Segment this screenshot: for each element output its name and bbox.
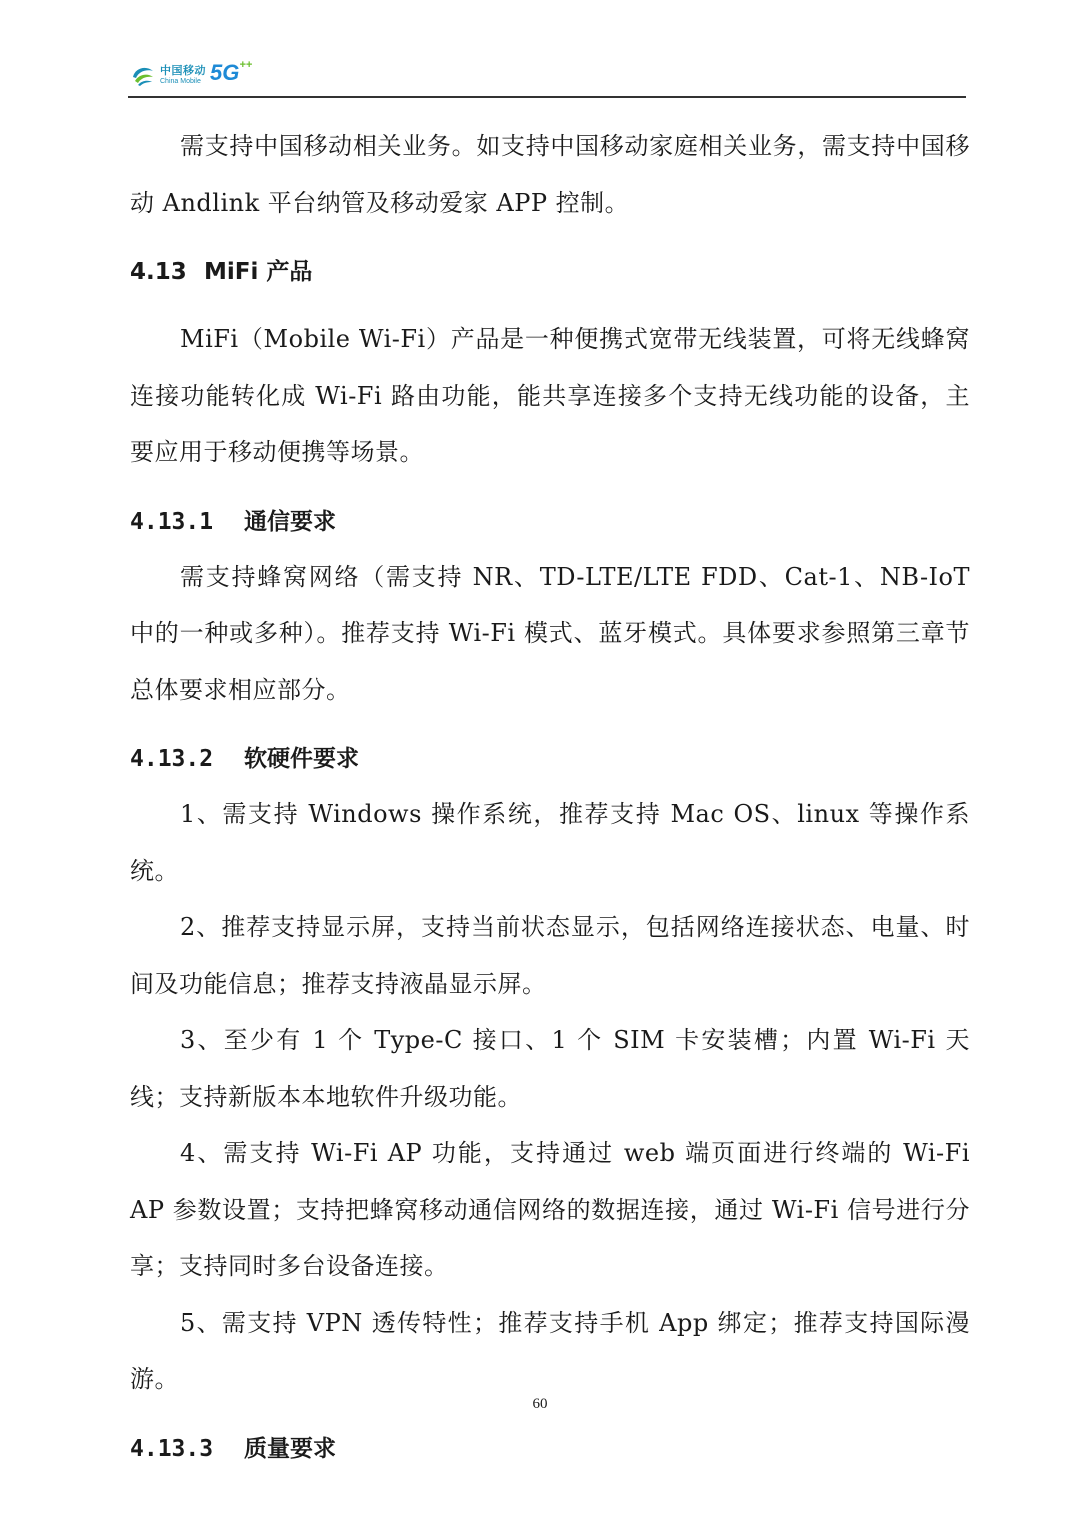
requirement-item: 4、需支持 Wi-Fi AP 功能，支持通过 web 端页面进行终端的 Wi-Fi AP 参数设置；支持把蜂窝移动通信网络的数据连接，通过 Wi-Fi 信号进行分享；支持同时多台设备连接。 xyxy=(130,1139,970,1280)
page-header xyxy=(128,56,966,98)
logo-5g-mark xyxy=(210,60,252,86)
section-heading-4-13-3 xyxy=(130,1434,970,1464)
logo-5g-text: 5G xyxy=(210,60,240,85)
section-title: MiFi 产品 xyxy=(204,259,313,285)
logo-plus-text: ++ xyxy=(239,58,253,71)
requirements-list xyxy=(130,786,970,1408)
section-heading-4-13-1 xyxy=(130,507,970,537)
logo-chinese-text: 中国移动 xyxy=(160,64,206,77)
requirement-item: 2、推荐支持显示屏，支持当前状态显示，包括网络连接状态、电量、时间及功能信息；推荐支持液晶显示屏。 xyxy=(130,913,970,998)
mifi-description-paragraph: MiFi（Mobile Wi-Fi）产品是一种便携式宽带无线装置，可将无线蜂窝连接功能转化成 Wi-Fi 路由功能，能共享连接多个支持无线功能的设备，主要应用于移动便携等场景。 xyxy=(130,325,970,466)
page-content xyxy=(130,118,970,1464)
intro-paragraph: 需支持中国移动相关业务。如支持中国移动家庭相关业务，需支持中国移动 Andlink 平台纳管及移动爱家 APP 控制。 xyxy=(130,132,970,217)
section-number: 4.13.1 xyxy=(130,508,214,535)
china-mobile-logo xyxy=(130,58,253,88)
section-title: 通信要求 xyxy=(244,508,336,535)
requirement-item: 1、需支持 Windows 操作系统，推荐支持 Mac OS、linux 等操作系统。 xyxy=(130,800,970,885)
requirement-item: 3、至少有 1 个 Type-C 接口、1 个 SIM 卡安装槽；内置 Wi-Fi 天线；支持新版本本地软件升级功能。 xyxy=(130,1026,970,1111)
section-number: 4.13.2 xyxy=(130,746,214,772)
requirement-item: 5、需支持 VPN 透传特性；推荐支持手机 App 绑定；推荐支持国际漫游。 xyxy=(130,1308,970,1393)
section-heading-4-13-2 xyxy=(130,744,970,774)
section-number: 4.13 xyxy=(130,259,187,285)
section-title: 质量要求 xyxy=(244,1435,336,1462)
logo-english-text: China Mobile xyxy=(160,78,201,85)
page-number: 60 xyxy=(532,1396,548,1412)
section-title: 软硬件要求 xyxy=(244,746,359,772)
section-number: 4.13.3 xyxy=(130,1435,214,1462)
china-mobile-logo-icon xyxy=(130,62,156,88)
communication-requirements-paragraph: 需支持蜂窝网络（需支持 NR、TD-LTE/LTE FDD、Cat-1、NB-IoT 中的一种或多种）。推荐支持 Wi-Fi 模式、蓝牙模式。具体要求参照第三章节总体要求相应部分。 xyxy=(130,562,970,704)
section-heading-4-13 xyxy=(130,257,970,287)
